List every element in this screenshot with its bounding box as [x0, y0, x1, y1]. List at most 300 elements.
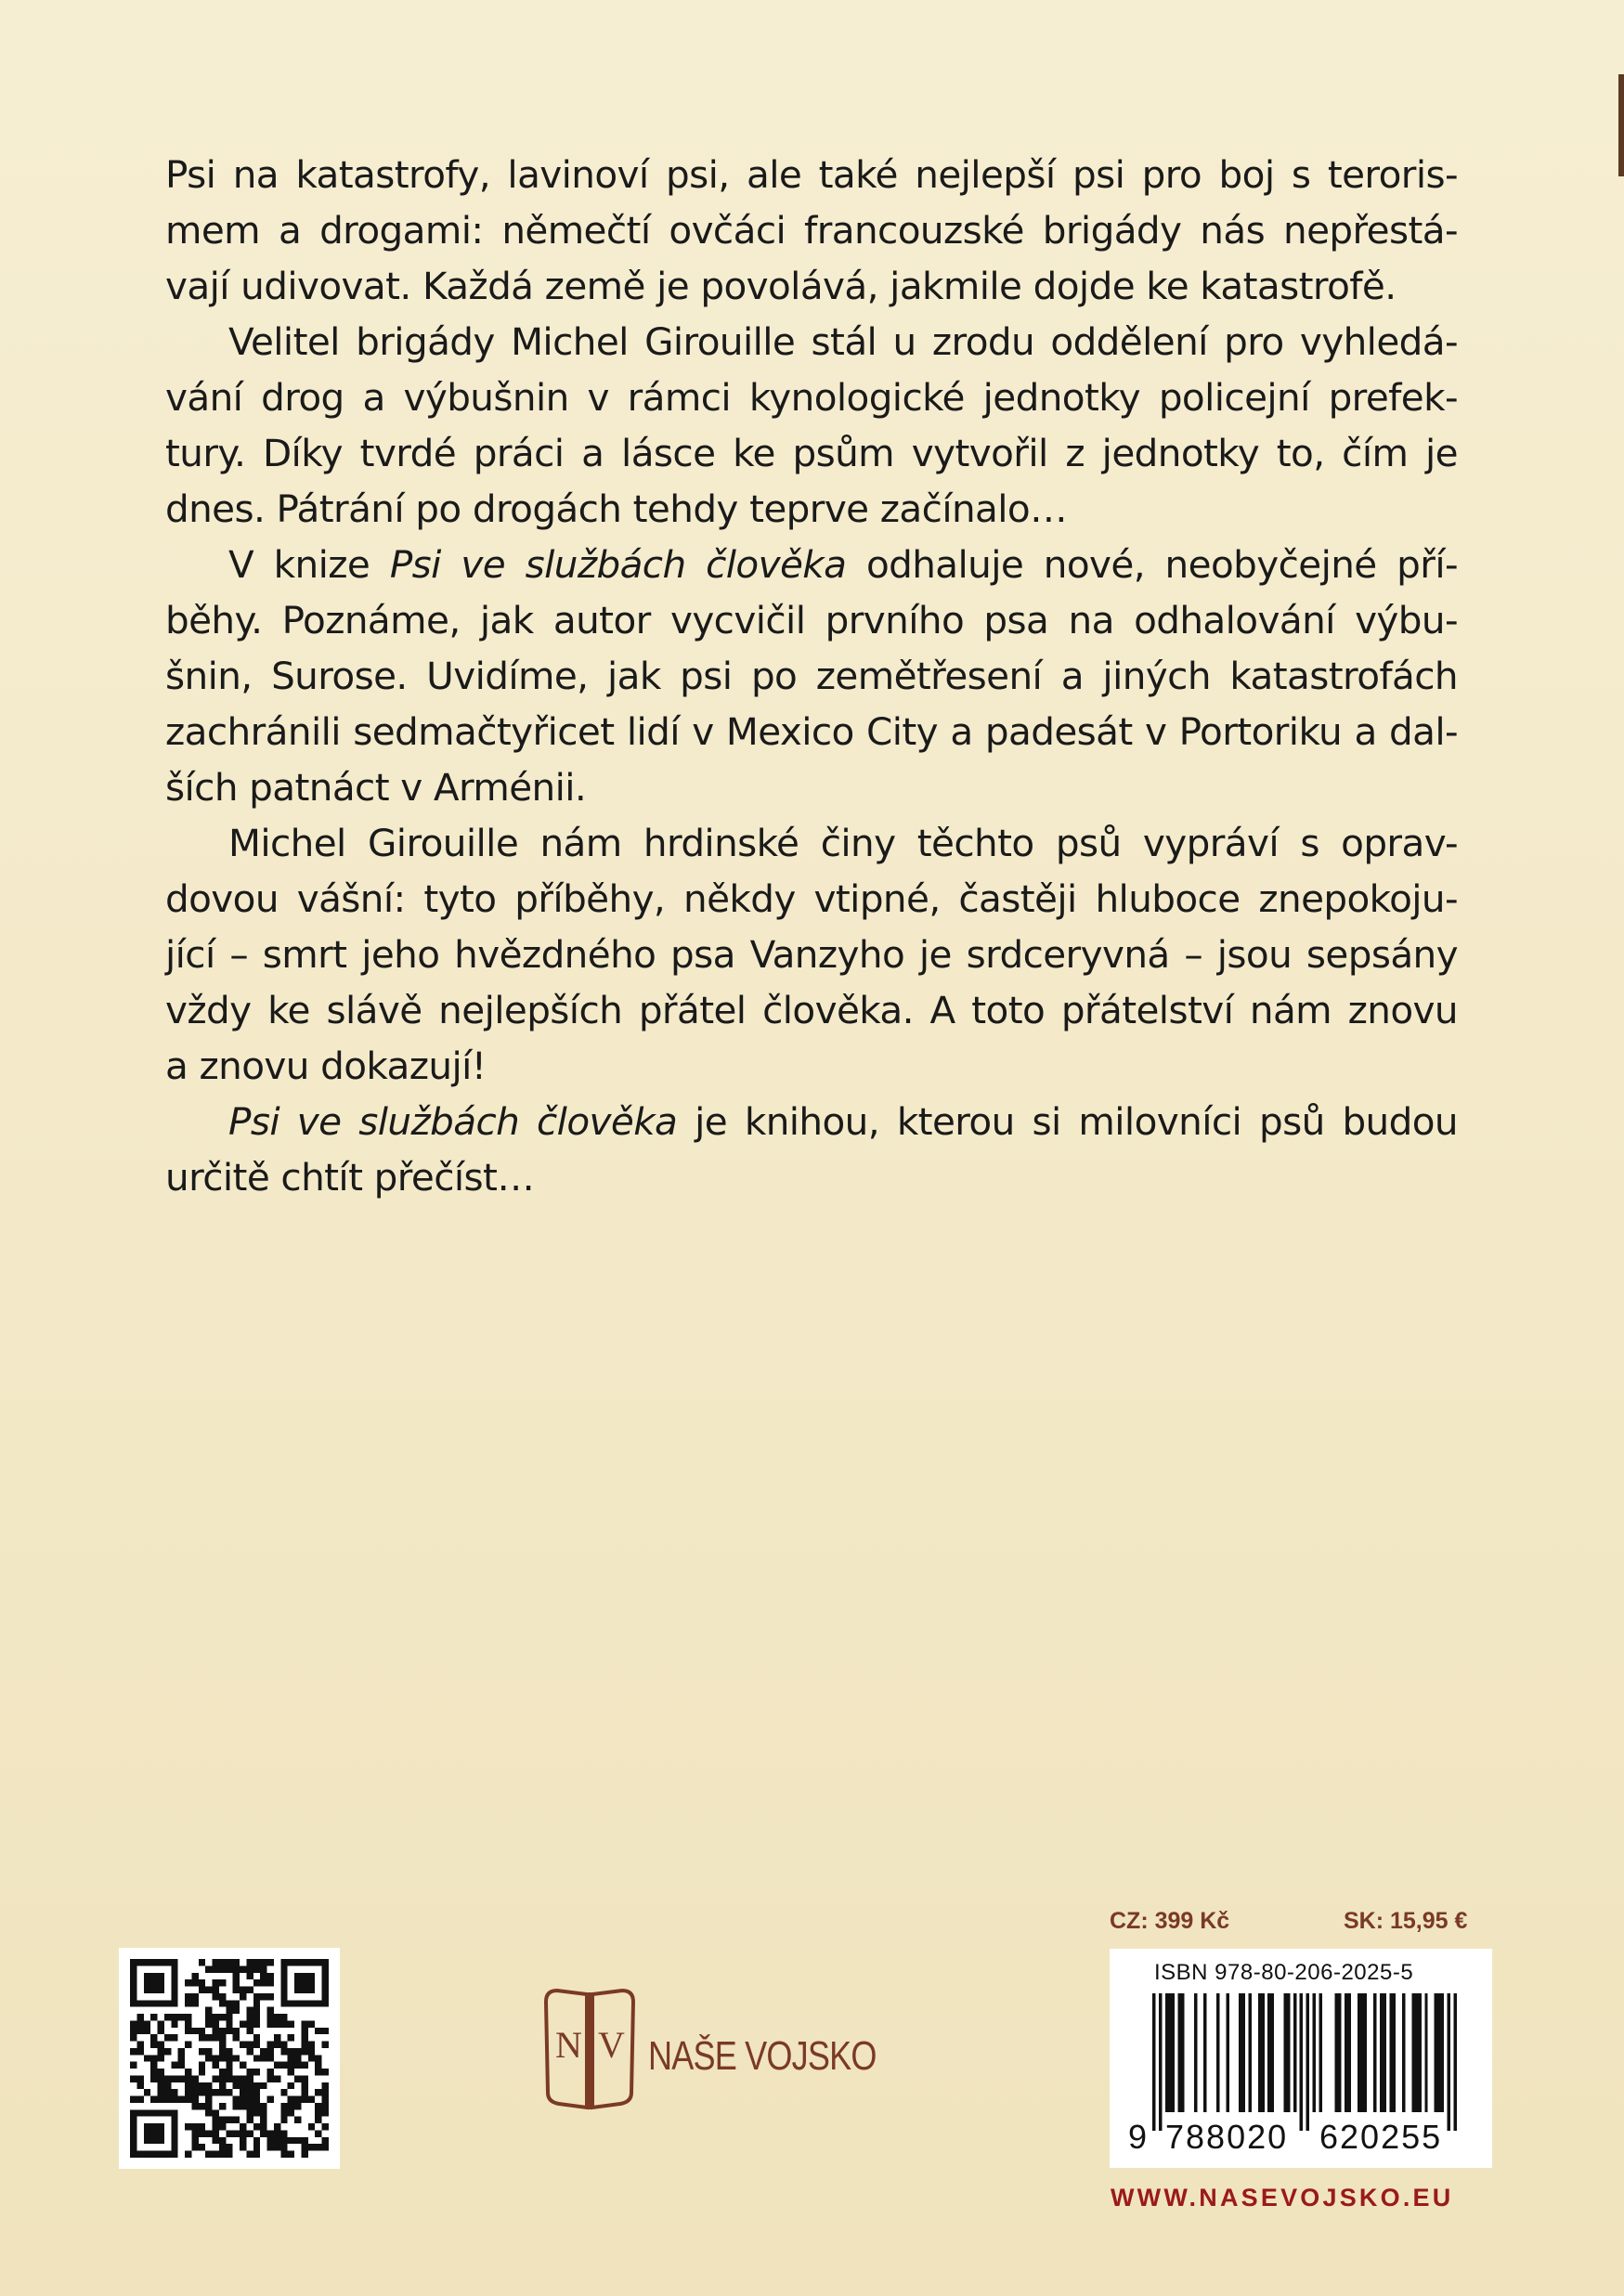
qr-module [246, 2014, 253, 2020]
qr-module [246, 2069, 253, 2075]
barcode-bar [1389, 1993, 1392, 2112]
qr-module [219, 2123, 226, 2130]
qr-module [150, 2096, 157, 2103]
qr-module [274, 2062, 280, 2069]
qr-module [191, 1973, 198, 1979]
qr-module [158, 2048, 164, 2055]
qr-module [288, 2020, 294, 2027]
qr-module [246, 1959, 253, 1965]
qr-module [171, 2089, 177, 2095]
qr-module [246, 2096, 253, 2103]
qr-module [294, 2137, 301, 2144]
qr-module [253, 1993, 260, 2000]
qr-module [178, 2055, 185, 2061]
monogram-v: V [598, 2024, 625, 2066]
qr-module [246, 2048, 253, 2055]
qr-module [274, 2075, 280, 2082]
qr-module [288, 2055, 294, 2061]
qr-module [280, 2014, 287, 2020]
qr-module [185, 2000, 191, 2006]
qr-module [219, 2103, 226, 2109]
qr-module [246, 1973, 253, 1979]
barcode-bar [1424, 1993, 1427, 2112]
barcode-bar [1347, 1993, 1350, 2112]
qr-module [226, 2028, 232, 2034]
qr-module [213, 2089, 219, 2095]
qr-module [301, 2082, 307, 2089]
qr-module [240, 1993, 246, 2000]
qr-module [301, 2089, 307, 2095]
qr-module [260, 1959, 266, 1965]
qr-module [288, 2034, 294, 2041]
qr-module [260, 2109, 266, 2116]
qr-module [308, 2123, 315, 2130]
barcode-bar [1319, 1993, 1321, 2112]
qr-module [253, 2042, 260, 2048]
blurb-line: Psi na katastrofy, lavinoví psi, ale také nejlepší psi pro boj s teroris- [165, 152, 1458, 197]
qr-module [315, 2055, 321, 2061]
qr-module [205, 2007, 212, 2014]
qr-module [280, 2151, 287, 2158]
qr-module [205, 2130, 212, 2136]
qr-module [226, 2000, 232, 2006]
blurb-fragment: V knize [228, 542, 370, 587]
qr-module [213, 2020, 219, 2027]
qr-module [205, 2103, 212, 2109]
qr-module [185, 2028, 191, 2034]
qr-module [288, 2048, 294, 2055]
qr-module [150, 2055, 157, 2061]
publisher-logo [539, 1985, 929, 2115]
qr-module [233, 1979, 240, 1986]
qr-module [213, 2028, 219, 2034]
qr-module [267, 2020, 274, 2027]
qr-module [199, 2123, 205, 2130]
qr-module [267, 2130, 274, 2136]
qr-module [150, 2034, 157, 2041]
qr-module [280, 2062, 287, 2069]
qr-module [233, 2130, 240, 2136]
blurb-line: šnin, Surose. Uvidíme, jak psi po zemětřesení a jiných katastrofách [165, 654, 1458, 698]
qr-module [246, 2130, 253, 2136]
qr-module [185, 2020, 191, 2027]
qr-module [322, 2096, 329, 2103]
qr-module [246, 2042, 253, 2048]
qr-module [308, 2020, 315, 2027]
qr-module [288, 2082, 294, 2089]
qr-module [233, 2034, 240, 2041]
website-link[interactable]: WWW.NASEVOJSKO.EU [1111, 2184, 1454, 2212]
qr-module [191, 2123, 198, 2130]
qr-module [267, 2014, 274, 2020]
barcode-bar [1411, 1993, 1414, 2112]
qr-module [158, 2082, 164, 2089]
barcode-bar [1441, 1993, 1444, 2112]
qr-module [199, 2082, 205, 2089]
qr-module [294, 2117, 301, 2123]
qr-module [226, 1965, 232, 1972]
qr-module [301, 2151, 307, 2158]
qr-module [136, 2075, 143, 2082]
qr-module [280, 2089, 287, 2095]
qr-module [191, 2096, 198, 2103]
qr-module [294, 2055, 301, 2061]
qr-module [226, 2130, 232, 2136]
barcode-bar [1364, 1993, 1367, 2112]
qr-module [164, 2014, 171, 2020]
qr-module [294, 2048, 301, 2055]
barcode-bar [1338, 1993, 1341, 2112]
qr-module [226, 2007, 232, 2014]
barcode-bar [1172, 1993, 1175, 2112]
qr-module [199, 2034, 205, 2041]
barcode-bar [1435, 1993, 1437, 2112]
qr-module [240, 2075, 246, 2082]
qr-module [233, 2055, 240, 2061]
qr-module [246, 2151, 253, 2158]
qr-module [280, 2042, 287, 2048]
edge-strip [1618, 74, 1624, 176]
blurb-line: vždy ke slávě nejlepších přátel člověka. A toto přátelství nám znovu [165, 988, 1458, 1032]
qr-module [246, 1987, 253, 1993]
barcode-bar [1267, 1993, 1270, 2112]
qr-module [226, 2144, 232, 2150]
qr-module [267, 2096, 274, 2103]
qr-module [226, 2089, 232, 2095]
qr-module [219, 2075, 226, 2082]
qr-module [191, 2130, 198, 2136]
qr-module [213, 1959, 219, 1965]
qr-module [150, 2069, 157, 2075]
qr-module [213, 2055, 219, 2061]
barcode-bar [1335, 1993, 1338, 2112]
qr-module [191, 2028, 198, 2034]
qr-module [246, 2103, 253, 2109]
qr-module [219, 1959, 226, 1965]
qr-module [199, 2069, 205, 2075]
qr-module [213, 2014, 219, 2020]
barcode-bar [1258, 1993, 1261, 2112]
qr-module [280, 2144, 287, 2150]
qr-module [294, 2062, 301, 2069]
qr-module [158, 2020, 164, 2027]
qr-module [213, 2117, 219, 2123]
qr-module [219, 2034, 226, 2041]
qr-module [274, 2123, 280, 2130]
qr-module [260, 2048, 266, 2055]
blurb-line: Michel Girouille nám hrdinské činy těchto psů vypráví s oprav- [228, 821, 1458, 865]
qr-module [253, 2089, 260, 2095]
qr-module [136, 2042, 143, 2048]
qr-module [280, 2109, 287, 2116]
qr-module [315, 2130, 321, 2136]
qr-module [267, 2075, 274, 2082]
qr-module [191, 1993, 198, 2000]
qr-module [164, 2075, 171, 2082]
barcode-bar [1242, 1993, 1245, 2112]
qr-module [199, 2048, 205, 2055]
qr-module [199, 2028, 205, 2034]
qr-module [267, 2007, 274, 2014]
qr-module [185, 2096, 191, 2103]
qr-module [205, 2014, 212, 2020]
qr-module [267, 2055, 274, 2061]
qr-module [164, 2096, 171, 2103]
qr-module [205, 2048, 212, 2055]
ean-left-group: 788020 [1165, 2118, 1289, 2156]
qr-finder [294, 1973, 315, 1993]
qr-module [199, 1987, 205, 1993]
qr-module [294, 2103, 301, 2109]
ean-right-group: 620255 [1319, 2118, 1443, 2156]
barcode-bar [1165, 1993, 1168, 2112]
qr-module [213, 2062, 219, 2069]
qr-module [205, 1987, 212, 1993]
qr-module [288, 2151, 294, 2158]
qr-module [240, 2089, 246, 2095]
qr-module [288, 2096, 294, 2103]
qr-module [226, 2075, 232, 2082]
qr-module [219, 1965, 226, 1972]
qr-module [274, 2130, 280, 2136]
qr-module [253, 2055, 260, 2061]
price-sk: SK: 15,95 € [1344, 1908, 1468, 1934]
qr-module [301, 2020, 307, 2027]
qr-module [199, 1979, 205, 1986]
blurb-line: dovou vášní: tyto příběhy, někdy vtipné, častěji hluboce znepokoju- [165, 876, 1458, 921]
qr-module [219, 2144, 226, 2150]
qr-module [315, 2028, 321, 2034]
qr-module [205, 2089, 212, 2095]
barcode-bar [1313, 1993, 1316, 2112]
qr-module [226, 2117, 232, 2123]
qr-module [191, 2000, 198, 2006]
qr-module [240, 2062, 246, 2069]
barcode-bar [1380, 1993, 1383, 2112]
qr-module [150, 2062, 157, 2069]
qr-module [199, 2130, 205, 2136]
qr-module [274, 2042, 280, 2048]
qr-module [301, 2062, 307, 2069]
qr-module [219, 1979, 226, 1986]
qr-module [246, 2020, 253, 2027]
qr-module [233, 2028, 240, 2034]
qr-module [213, 1987, 219, 1993]
qr-module [274, 2020, 280, 2027]
qr-module [171, 2020, 177, 2027]
qr-module [294, 2075, 301, 2082]
barcode-bar [1203, 1993, 1206, 2112]
qr-module [233, 1965, 240, 1972]
qr-module [274, 2014, 280, 2020]
qr-module [219, 2048, 226, 2055]
qr-module [178, 2096, 185, 2103]
blurb-line: běhy. Poznáme, jak autor vycvičil prvního psa na odhalování výbu- [165, 598, 1458, 642]
qr-module [164, 2089, 171, 2095]
qr-module [260, 1965, 266, 1972]
qr-module [240, 2144, 246, 2150]
qr-module [150, 2075, 157, 2082]
qr-module [280, 2130, 287, 2136]
qr-module [205, 2020, 212, 2027]
qr-module [164, 2082, 171, 2089]
qr-module [322, 2103, 329, 2109]
book-monogram-icon [539, 1985, 641, 2115]
qr-module [158, 2096, 164, 2103]
qr-module [136, 2082, 143, 2089]
barcode-bar [1418, 1993, 1421, 2112]
barcode-bar [1360, 1993, 1363, 2112]
qr-module [164, 2048, 171, 2055]
qr-module [308, 2055, 315, 2061]
blurb-line: Velitel brigády Michel Girouille stál u zrodu oddělení pro vyhledá- [228, 319, 1458, 364]
barcode-bar [1181, 1993, 1184, 2112]
barcode-bar [1178, 1993, 1181, 2112]
blurb-line: jící – smrt jeho hvězdného psa Vanzyho je srdceryvná – jsou sepsány [165, 932, 1458, 977]
qr-module [315, 2069, 321, 2075]
qr-module [322, 2082, 329, 2089]
qr-module [171, 2096, 177, 2103]
blurb-line: zachránili sedmačtyřicet lidí v Mexico City a padesát v Portoriku a dal- [165, 709, 1458, 754]
barcode-bar [1358, 1993, 1360, 2112]
qr-module [219, 2089, 226, 2095]
qr-module [233, 2082, 240, 2089]
qr-module [185, 2014, 191, 2020]
qr-module [130, 2028, 136, 2034]
qr-module [185, 2082, 191, 2089]
qr-module [233, 2007, 240, 2014]
qr-module [253, 2000, 260, 2006]
qr-module [158, 2055, 164, 2061]
qr-module [288, 2137, 294, 2144]
qr-module [205, 2055, 212, 2061]
qr-module [322, 2089, 329, 2095]
barcode-bar [1239, 1993, 1241, 2112]
qr-module [185, 2069, 191, 2075]
qr-module [144, 2028, 150, 2034]
qr-module [322, 2144, 329, 2150]
qr-module [158, 2075, 164, 2082]
isbn-barcode [1110, 1949, 1492, 2168]
blurb-line-mixed [165, 1094, 1458, 1149]
qr-module [260, 2055, 266, 2061]
qr-module [260, 2130, 266, 2136]
qr-module [199, 2144, 205, 2150]
qr-module [136, 2020, 143, 2027]
qr-module [246, 2117, 253, 2123]
qr-module [213, 2034, 219, 2041]
qr-module [158, 2069, 164, 2075]
qr-module [322, 2042, 329, 2048]
barcode-bar [1437, 1993, 1440, 2112]
barcode-bar [1271, 1993, 1274, 2112]
blurb-fragment: je knihou, kterou si milovníci psů budou [695, 1099, 1458, 1144]
qr-module [246, 2082, 253, 2089]
qr-module [253, 2014, 260, 2020]
qr-module [213, 2151, 219, 2158]
qr-module [315, 2144, 321, 2150]
qr-module [246, 2007, 253, 2014]
barcode-bar [1402, 1993, 1405, 2112]
qr-module [233, 1973, 240, 1979]
qr-module [144, 2020, 150, 2027]
barcode-bar [1168, 1993, 1171, 2112]
qr-module [253, 2151, 260, 2158]
qr-module [219, 2082, 226, 2089]
blurb-line: a znovu dokazují! [165, 1044, 487, 1088]
qr-module [315, 2117, 321, 2123]
qr-module [253, 2020, 260, 2027]
blurb-text [165, 147, 1458, 1205]
qr-module [219, 2014, 226, 2020]
barcode-bar [1345, 1993, 1347, 2112]
qr-module [267, 2048, 274, 2055]
qr-module [288, 2109, 294, 2116]
qr-module [178, 2062, 185, 2069]
qr-module [130, 2062, 136, 2069]
qr-module [226, 2069, 232, 2075]
qr-module [171, 2014, 177, 2020]
qr-module [213, 1993, 219, 2000]
qr-module [150, 2014, 157, 2020]
qr-module [233, 2000, 240, 2006]
qr-module [178, 2014, 185, 2020]
qr-module [240, 1965, 246, 1972]
barcode-bar [1447, 1993, 1449, 2131]
qr-module [191, 2137, 198, 2144]
qr-module [253, 2096, 260, 2103]
qr-module [185, 2089, 191, 2095]
qr-module [253, 2103, 260, 2109]
qr-module [219, 2151, 226, 2158]
qr-module [240, 2123, 246, 2130]
qr-module [274, 2144, 280, 2150]
qr-finder [144, 1973, 164, 1993]
qr-code-icon [130, 1959, 329, 2158]
qr-module [185, 2042, 191, 2048]
qr-module [253, 2137, 260, 2144]
qr-module [213, 2075, 219, 2082]
qr-module [315, 2089, 321, 2095]
qr-module [301, 2075, 307, 2082]
qr-module [219, 2055, 226, 2061]
qr-module [205, 2034, 212, 2041]
qr-module [308, 2144, 315, 2150]
qr-module [288, 2062, 294, 2069]
blurb-fragment: odhaluje nové, neobyčejné pří- [865, 542, 1459, 587]
qr-module [233, 2103, 240, 2109]
qr-module [213, 1965, 219, 1972]
qr-module [288, 2069, 294, 2075]
qr-module [130, 2020, 136, 2027]
barcode-bar [1159, 1993, 1162, 2131]
qr-module [233, 2096, 240, 2103]
qr-module [260, 2103, 266, 2109]
qr-module [130, 2096, 136, 2103]
qr-module [246, 2089, 253, 2095]
isbn-label: ISBN 978-80-206-2025-5 [1154, 1960, 1414, 1985]
qr-module [191, 1979, 198, 1986]
qr-module [315, 2062, 321, 2069]
qr-module [191, 2075, 198, 2082]
qr-module [240, 2137, 246, 2144]
qr-module [164, 2034, 171, 2041]
qr-module [301, 2034, 307, 2041]
qr-module [191, 2082, 198, 2089]
qr-module [199, 1959, 205, 1965]
qr-module [308, 2048, 315, 2055]
qr-module [322, 2123, 329, 2130]
